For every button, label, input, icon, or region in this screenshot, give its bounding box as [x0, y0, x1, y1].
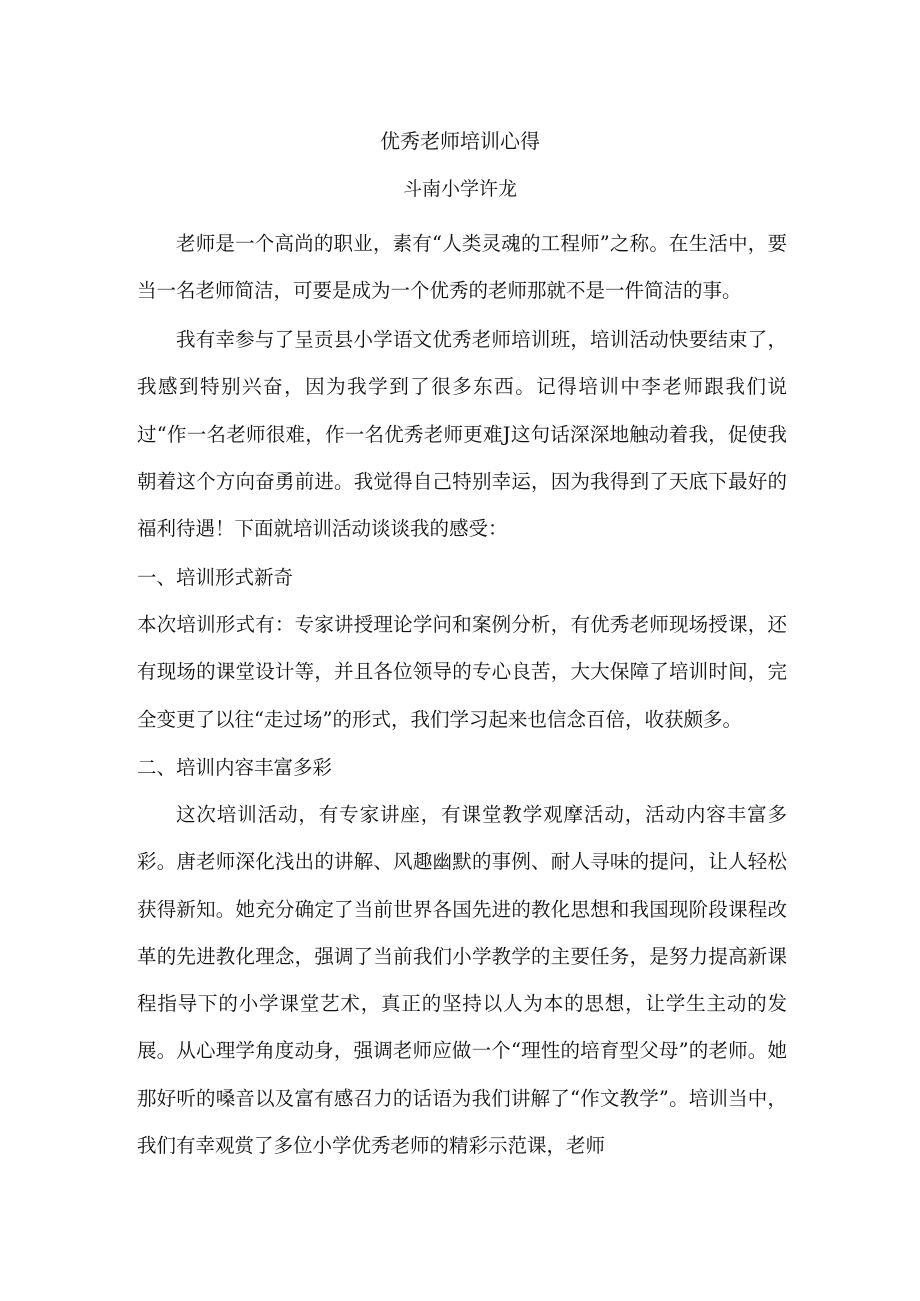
- paragraph-text: 老师是一个高尚的职业，素有“人类灵魂的工程师”之称。在生活中，要当一名老师简洁，可要是成为一个优秀的老师那就不是一件简洁的事。: [137, 232, 787, 303]
- paragraph-text: 我有幸参与了呈贡县小学语文优秀老师培训班，培训活动快要结束了，我感到特别兴奋，因为我学到了很多东西。记得培训中李老师跟我们说过“作一名老师很难，作一名优秀老师更难J这句话深深地触动着我，促使我朝着这个方向奋勇前进。我觉得自己特别幸运，因为我得到了天底下最好的福利待遇！下面就培训活动谈谈我的感受：: [137, 328, 787, 541]
- section-heading-1: [137, 554, 787, 601]
- document-title: 优秀老师培训心得: [380, 129, 540, 153]
- paragraph-training-content: [137, 791, 787, 1169]
- paragraph-training-experience: [137, 316, 787, 552]
- paragraph-intro: [137, 220, 787, 315]
- document-author: 斗南小学许龙: [402, 178, 517, 200]
- paragraph-training-format: [137, 601, 787, 743]
- section-heading-2: [137, 744, 787, 791]
- paragraph-text: 本次培训形式有：专家讲授理论学问和案例分析，有优秀老师现场授课，还有现场的课堂设计等，并且各位领导的专心良苦，大大保障了培训时间，完全变更了以往“走过场”的形式，我们学习起来也信念百倍，收获颇多。: [137, 613, 787, 731]
- heading-text: 二、培训内容丰富多彩: [137, 756, 333, 779]
- paragraph-text: 这次培训活动，有专家讲座，有课堂教学观摩活动，活动内容丰富多彩。唐老师深化浅出的讲解、风趣幽默的事例、耐人寻味的提问，让人轻松获得新知。她充分确定了当前世界各国先进的教化思想和我国现阶段课程改革的先进教化理念，强调了当前我们小学教学的主要任务，是努力提高新课程指导下的小学课堂艺术，真正的坚持以人为本的思想，让学生主动的发展。从心理学角度动身，强调老师应做一个“理性的培育型父母”的老师。她那好听的嗓音以及富有感召力的话语为我们讲解了“作文教学”。培训当中，我们有幸观赏了多位小学优秀老师的精彩示范课，老师: [137, 803, 787, 1158]
- heading-text: 一、培训形式新奇: [137, 566, 294, 589]
